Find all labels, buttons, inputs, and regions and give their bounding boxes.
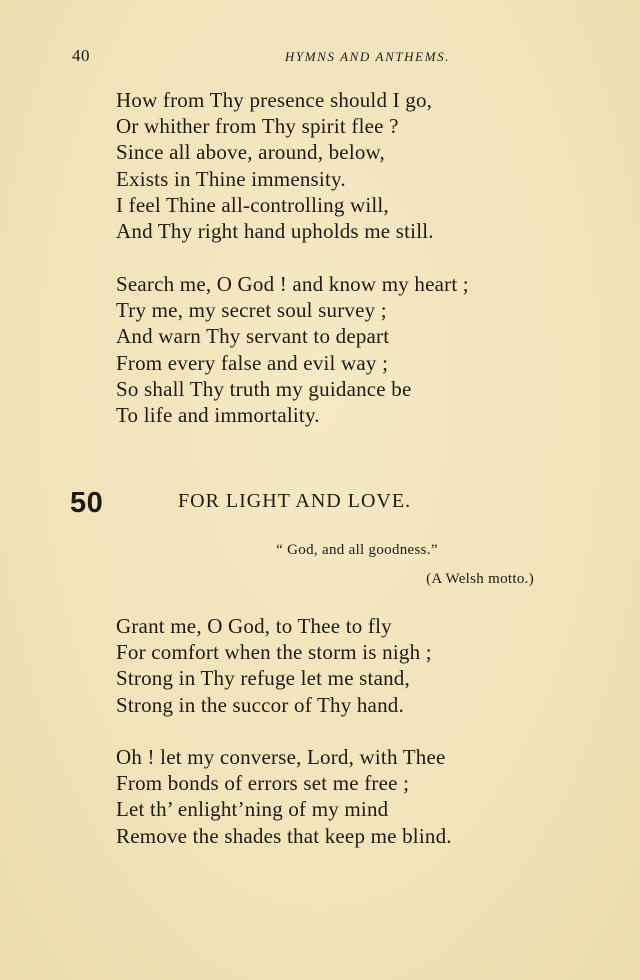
epigraph: [0, 542, 640, 559]
verse-line: Search me, O God ! and know my heart ;: [116, 272, 469, 296]
stanza: [116, 271, 469, 428]
hymn-number: 50: [70, 487, 104, 519]
verse-line: Exists in Thine immensity.: [116, 166, 346, 191]
verse-line: I feel Thine all-controlling will,: [116, 192, 389, 217]
epigraph-text: “ God, and all goodness.”: [276, 542, 438, 558]
verse-line: How from Thy presence should I go,: [116, 88, 433, 112]
verse-line: And warn Thy servant to depart: [116, 324, 390, 349]
hymn-title: FOR LIGHT AND LOVE.: [178, 490, 412, 512]
verse-line: Strong in Thy refuge let me stand,: [116, 666, 410, 691]
verse-line: Oh ! let my converse, Lord, with Thee: [116, 745, 446, 769]
running-head: [0, 49, 640, 65]
verse-line: To life and immortality.: [116, 403, 320, 428]
verse-line: Since all above, around, below,: [116, 140, 386, 165]
verse-line: Try me, my secret soul survey ;: [116, 298, 387, 323]
stanza: [116, 87, 434, 244]
verse-line: For comfort when the storm is nigh ;: [116, 640, 432, 665]
verse-line: And Thy right hand upholds me still.: [116, 219, 434, 244]
verse-line: Or whither from Thy spirit flee ?: [116, 114, 399, 139]
verse-line: From every false and evil way ;: [116, 350, 389, 375]
running-head-text: HYMNS AND ANTHEMS.: [284, 49, 451, 64]
stanza: [116, 744, 452, 849]
verse-line: So shall Thy truth my guidance be: [116, 376, 412, 401]
page-number: 40: [72, 46, 90, 65]
verse-line: Grant me, O God, to Thee to fly: [116, 614, 392, 638]
verse-line: Strong in the succor of Thy hand.: [116, 692, 404, 717]
stanza: [116, 613, 432, 718]
verse-line: Remove the shades that keep me blind.: [116, 823, 452, 848]
verse-line: From bonds of errors set me free ;: [116, 771, 410, 796]
verse-line: Let th’ enlight’ning of my mind: [116, 797, 389, 822]
epigraph-attribution: (A Welsh motto.): [426, 571, 534, 587]
